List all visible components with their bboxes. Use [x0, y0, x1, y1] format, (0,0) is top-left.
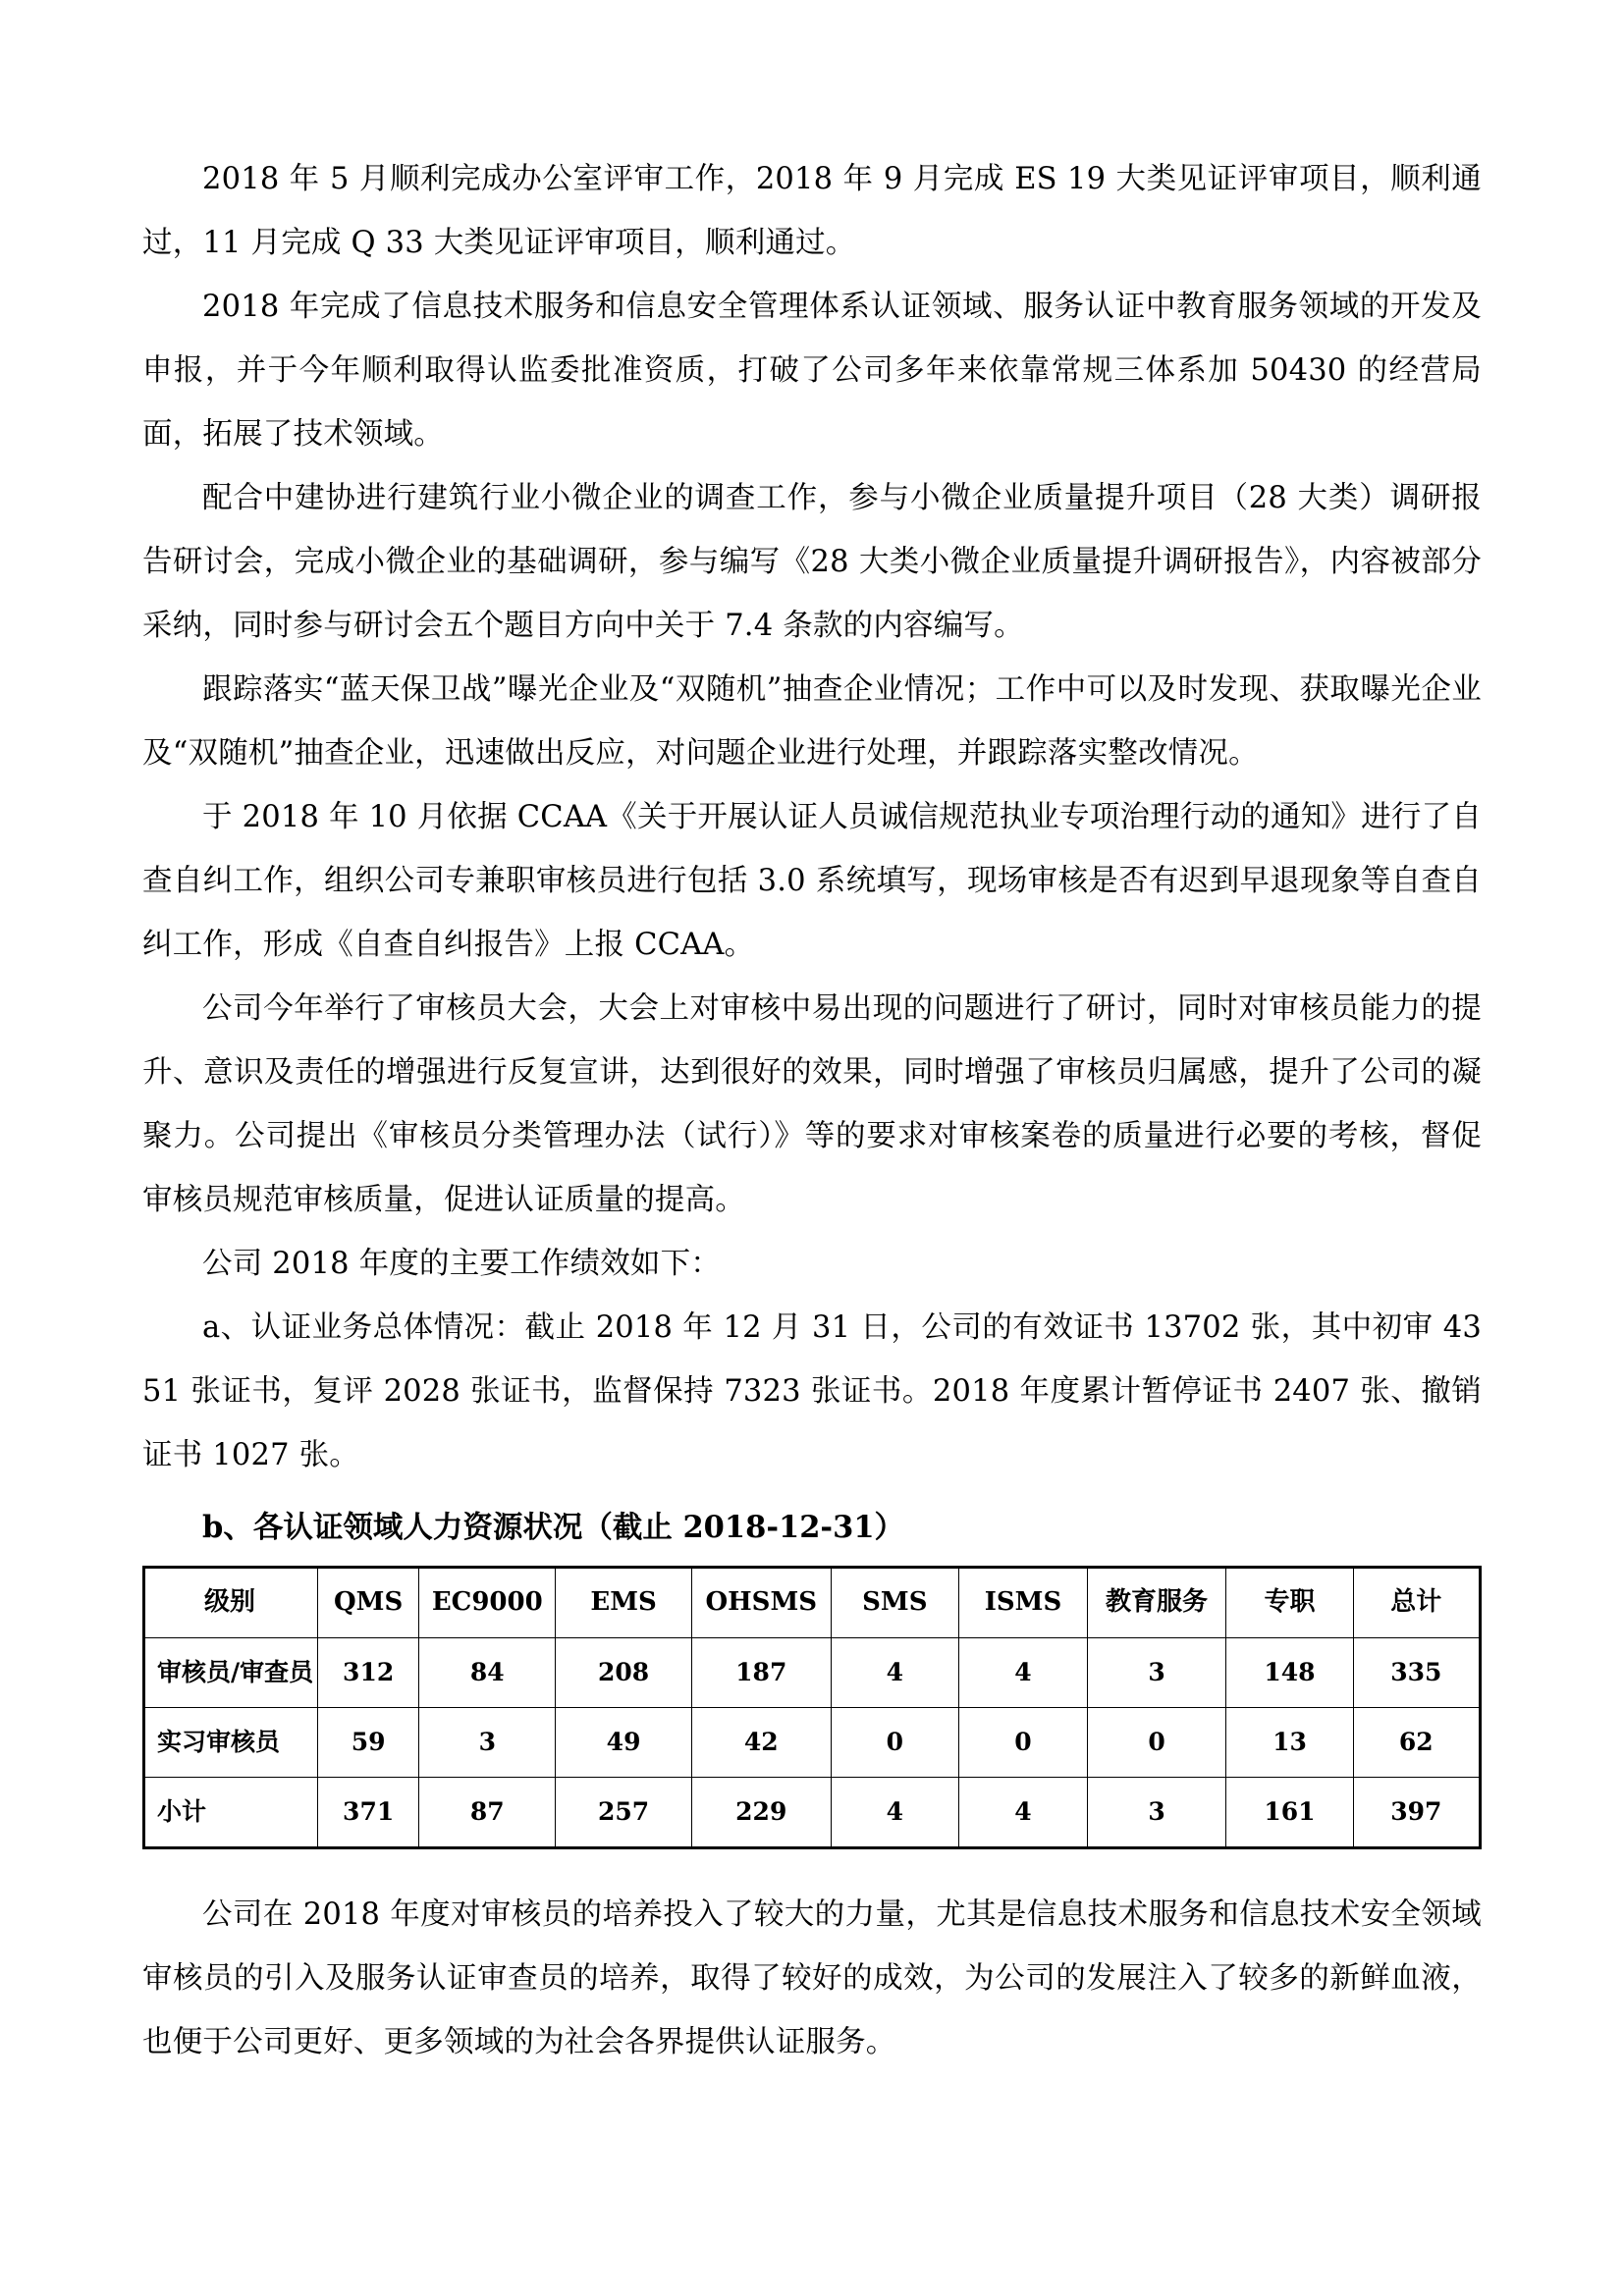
table-cell-row-label: 小计 [144, 1778, 318, 1848]
table-cell: 87 [419, 1778, 556, 1848]
table-header-isms: ISMS [959, 1568, 1088, 1638]
table-cell: 3 [419, 1708, 556, 1778]
table-cell: 397 [1353, 1778, 1480, 1848]
table-cell: 13 [1226, 1708, 1353, 1778]
paragraph-2: 2018 年完成了信息技术服务和信息安全管理体系认证领域、服务认证中教育服务领域的开发及申报，并于今年顺利取得认监委批准资质，打破了公司多年来依靠常规三体系加 50430 的经营局面，拓展了技术领域。 [142, 290, 1482, 452]
table-cell: 4 [831, 1778, 959, 1848]
table-row [144, 1708, 1481, 1778]
table-cell: 208 [556, 1638, 692, 1708]
table-cell: 3 [1087, 1778, 1226, 1848]
paragraph-6: 公司今年举行了审核员大会，大会上对审核中易出现的问题进行了研讨，同时对审核员能力的提升、意识及责任的增强进行反复宣讲，达到很好的效果，同时增强了审核员归属感，提升了公司的凝聚力。公司提出《审核员分类管理办法（试行）》等的要求对审核案卷的质量进行必要的考核，督促审核员规范审核质量，促进认证质量的提高。 [142, 991, 1482, 1217]
table-cell: 0 [1087, 1708, 1226, 1778]
paragraph-5: 于 2018 年 10 月依据 CCAA《关于开展认证人员诚信规范执业专项治理行动的通知》进行了自查自纠工作，组织公司专兼职审核员进行包括 3.0 系统填写，现场审核是否有迟到早退现象等自查自纠工作，形成《自查自纠报告》上报 CCAA。 [142, 800, 1482, 962]
paragraph-closing: 公司在 2018 年度对审核员的培养投入了较大的力量，尤其是信息技术服务和信息技术安全领域审核员的引入及服务认证审查员的培养，取得了较好的成效，为公司的发展注入了较多的新鲜血液，也便于公司更好、更多领域的为社会各界提供认证服务。 [142, 1897, 1482, 2059]
table-caption: b、各认证领域人力资源状况（截止 2018-12-31） [202, 1510, 905, 1545]
table-header-ems: EMS [556, 1568, 692, 1638]
table-cell: 335 [1353, 1638, 1480, 1708]
table-cell: 0 [959, 1708, 1088, 1778]
table-cell: 42 [691, 1708, 831, 1778]
table-cell: 229 [691, 1778, 831, 1848]
paragraph-4: 跟踪落实“蓝天保卫战”曝光企业及“双随机”抽查企业情况；工作中可以及时发现、获取曝光企业及“双随机”抽查企业，迅速做出反应，对问题企业进行处理，并跟踪落实整改情况。 [142, 672, 1482, 771]
post-table-spacer [142, 1849, 1482, 1883]
table-header-sms: SMS [831, 1568, 959, 1638]
table-header-total: 总计 [1353, 1568, 1480, 1638]
table-cell-row-label: 审核员/审查员 [144, 1638, 318, 1708]
table-header-ec9000: EC9000 [419, 1568, 556, 1638]
table-cell: 59 [317, 1708, 418, 1778]
paragraph-1: 2018 年 5 月顺利完成办公室评审工作，2018 年 9 月完成 ES 19 大类见证评审项目，顺利通过，11 月完成 Q 33 大类见证评审项目，顺利通过。 [142, 162, 1482, 260]
table-cell: 257 [556, 1778, 692, 1848]
table-header-row [144, 1568, 1481, 1638]
table-cell: 161 [1226, 1778, 1353, 1848]
table-cell: 62 [1353, 1708, 1480, 1778]
document-body [142, 147, 1482, 2074]
table-cell: 4 [959, 1778, 1088, 1848]
table-cell: 4 [959, 1638, 1088, 1708]
table-header-level: 级别 [144, 1568, 318, 1638]
table-cell: 4 [831, 1638, 959, 1708]
table-header-ohsms: OHSMS [691, 1568, 831, 1638]
table-cell: 312 [317, 1638, 418, 1708]
table-cell: 3 [1087, 1638, 1226, 1708]
table-cell: 84 [419, 1638, 556, 1708]
paragraph-certification-summary: a、认证业务总体情况：截止 2018 年 12 月 31 日，公司的有效证书 13702 张，其中初审 4351 张证书，复评 2028 张证书，监督保持 7323 张证书。2018 年度累计暂停证书 2407 张、撤销证书 1027 张。 [142, 1310, 1482, 1472]
table-cell: 49 [556, 1708, 692, 1778]
paragraph-3: 配合中建协进行建筑行业小微企业的调查工作，参与小微企业质量提升项目（28 大类）调研报告研讨会，完成小微企业的基础调研，参与编写《28 大类小微企业质量提升调研报告》，内容被部分采纳，同时参与研讨会五个题目方向中关于 7.4 条款的内容编写。 [142, 481, 1482, 643]
table-cell: 148 [1226, 1638, 1353, 1708]
table-cell-row-label: 实习审核员 [144, 1708, 318, 1778]
table-header-qms: QMS [317, 1568, 418, 1638]
table-row [144, 1638, 1481, 1708]
table-cell: 371 [317, 1778, 418, 1848]
table-header-fulltime: 专职 [1226, 1568, 1353, 1638]
paragraph-performance-intro: 公司 2018 年度的主要工作绩效如下： [202, 1247, 722, 1281]
table-cell: 0 [831, 1708, 959, 1778]
human-resources-table [142, 1566, 1482, 1849]
table-cell: 187 [691, 1638, 831, 1708]
table-row [144, 1778, 1481, 1848]
table-header-education-service: 教育服务 [1087, 1568, 1226, 1638]
